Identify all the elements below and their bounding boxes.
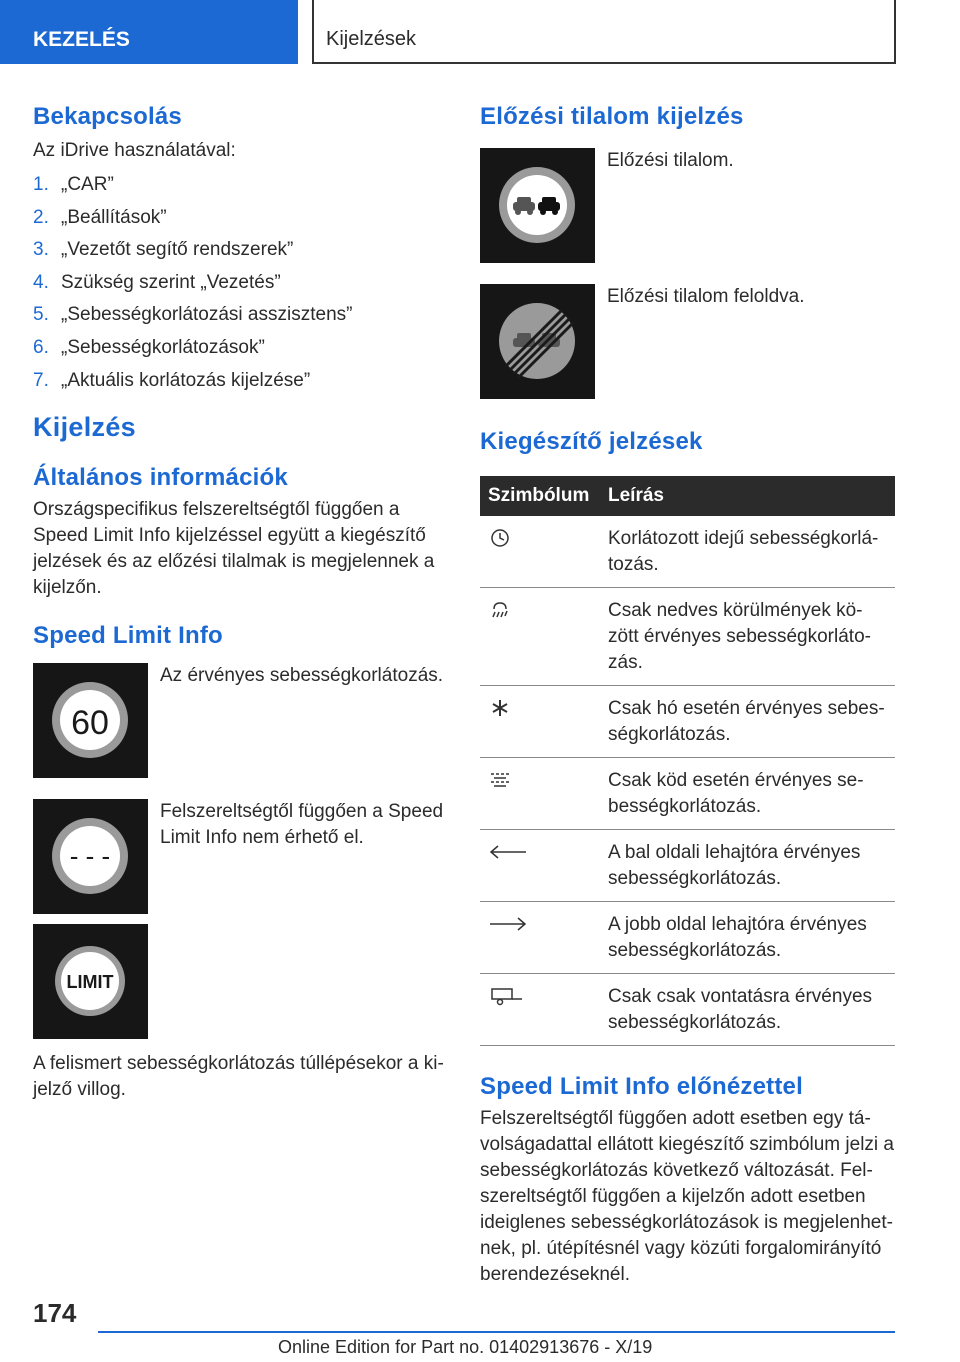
row-description: A bal oldali lehajtóra érvényes sebességkorlátozás.: [600, 830, 895, 902]
no-overtaking-image: [480, 148, 595, 263]
row-description: Csak csak vontatásra érvényes sebességkorlátozás.: [600, 974, 895, 1046]
page-header-title: Kijelzések: [312, 0, 896, 64]
row-description: Korlátozott idejű sebességkorlá-tozás.: [600, 516, 895, 588]
speed-limit-unavailable-image: [33, 799, 148, 914]
sign-60-value: 60: [71, 704, 109, 743]
table-header-row: [480, 476, 895, 516]
table-row: [480, 758, 895, 830]
arrow-right-icon: [488, 914, 528, 934]
limit-text: A felismert sebességkorlátozás túllépésekor a ki-jelző villog.: [33, 1053, 444, 1101]
sign-block-unavailable: [33, 799, 445, 914]
table-row: [480, 686, 895, 758]
page-number: 174: [33, 1298, 77, 1328]
list-item: 7. „Aktuális korlátozás kijelzése”: [33, 369, 311, 391]
sign-unavailable-caption: Felszereltségtől függően a Speed Limit Info nem érhető el.: [160, 801, 444, 849]
right-column: [480, 100, 895, 1288]
end-no-overtaking-block: [480, 284, 895, 399]
heading-bekapcsolas: Bekapcsolás: [33, 103, 182, 130]
speed-limit-60-image: [33, 663, 148, 778]
heading-speed-limit-preview: Speed Limit Info előnézettel: [480, 1073, 803, 1100]
section-tab: KEZELÉS: [0, 0, 298, 64]
table-row: [480, 516, 895, 588]
snowflake-icon: [488, 698, 512, 718]
sign-dash-value: - - -: [69, 841, 111, 872]
sign-block-limit: [33, 924, 445, 1039]
column-header-symbol: Szimbólum: [480, 476, 600, 516]
no-overtaking-caption: Előzési tilalom.: [607, 150, 734, 171]
arrow-left-icon: [488, 842, 528, 862]
steps-list: [33, 172, 445, 400]
sign-60-caption: Az érvényes sebességkorlátozás.: [160, 665, 444, 687]
list-item: 6. „Sebességkorlátozások”: [33, 336, 265, 358]
list-item: 2. „Beállítások”: [33, 206, 167, 228]
row-description: Csak hó esetén érvényes sebes-ségkorlátozás.: [600, 686, 895, 758]
left-column: [33, 100, 445, 1103]
no-overtaking-icon: [480, 148, 595, 263]
supplementary-signs-table: [480, 476, 895, 1046]
row-description: Csak köd esetén érvényes se-bességkorlátozás.: [600, 758, 895, 830]
sign-block-60: [33, 663, 445, 778]
list-item: 5. „Sebességkorlátozási asszisztens”: [33, 304, 353, 326]
edition-note: Online Edition for Part no. 01402913676 - X/19: [278, 1337, 653, 1357]
list-item: 4. Szükség szerint „Vezetés”: [33, 271, 281, 293]
speed-limit-limit-image: [33, 924, 148, 1039]
sign-limit-value: LIMIT: [66, 972, 114, 993]
no-overtaking-block: [480, 148, 895, 263]
heading-altalanos: Általános információk: [33, 464, 288, 492]
fog-icon: [488, 770, 512, 790]
trailer-icon: [488, 986, 524, 1006]
intro-text: Az iDrive használatával:: [33, 140, 236, 161]
heading-kijelzes: Kijelzés: [33, 412, 136, 443]
altalanos-text: Országspecifikus felszereltségtől függően a Speed Limit Info kijelzéssel együtt a kiegészítő jelzések és az előzési tilalmak is megjelennek a kijelzőn.: [33, 499, 435, 599]
table-row: [480, 974, 895, 1046]
end-no-overtaking-caption: Előzési tilalom feloldva.: [607, 286, 805, 307]
row-description: A jobb oldal lehajtóra érvényes sebességkorlátozás.: [600, 902, 895, 974]
preview-text: Felszereltségtől függően adott esetben egy tá-volságadattal ellátott kiegészítő szimbólum jelzi a sebességkorlátozás következő változását. Fel-szereltségtől függően a kijelzőn adott esetben ideiglenes sebességkorlátozások is megjelenhet-nek, pl. útépítésnél vagy közúti forgalomirányító berendezéseknél.: [480, 1108, 894, 1285]
list-item: 3. „Vezetőt segítő rendszerek”: [33, 239, 294, 261]
table-row: [480, 902, 895, 974]
footer-divider: [98, 1331, 895, 1333]
rain-icon: [488, 600, 512, 620]
heading-speed-limit-info: Speed Limit Info: [33, 622, 223, 650]
heading-elozesi-tilalom: Előzési tilalom kijelzés: [480, 103, 744, 130]
list-item: 1. „CAR”: [33, 174, 114, 195]
column-header-description: Leírás: [600, 476, 895, 516]
clock-icon: [488, 528, 512, 548]
end-no-overtaking-icon: [480, 284, 595, 399]
end-no-overtaking-image: [480, 284, 595, 399]
table-row: [480, 588, 895, 686]
row-description: Csak nedves körülmények kö-zött érvényes sebességkorláto-zás.: [600, 588, 895, 686]
table-row: [480, 830, 895, 902]
heading-kiegeszito: Kiegészítő jelzések: [480, 428, 703, 455]
